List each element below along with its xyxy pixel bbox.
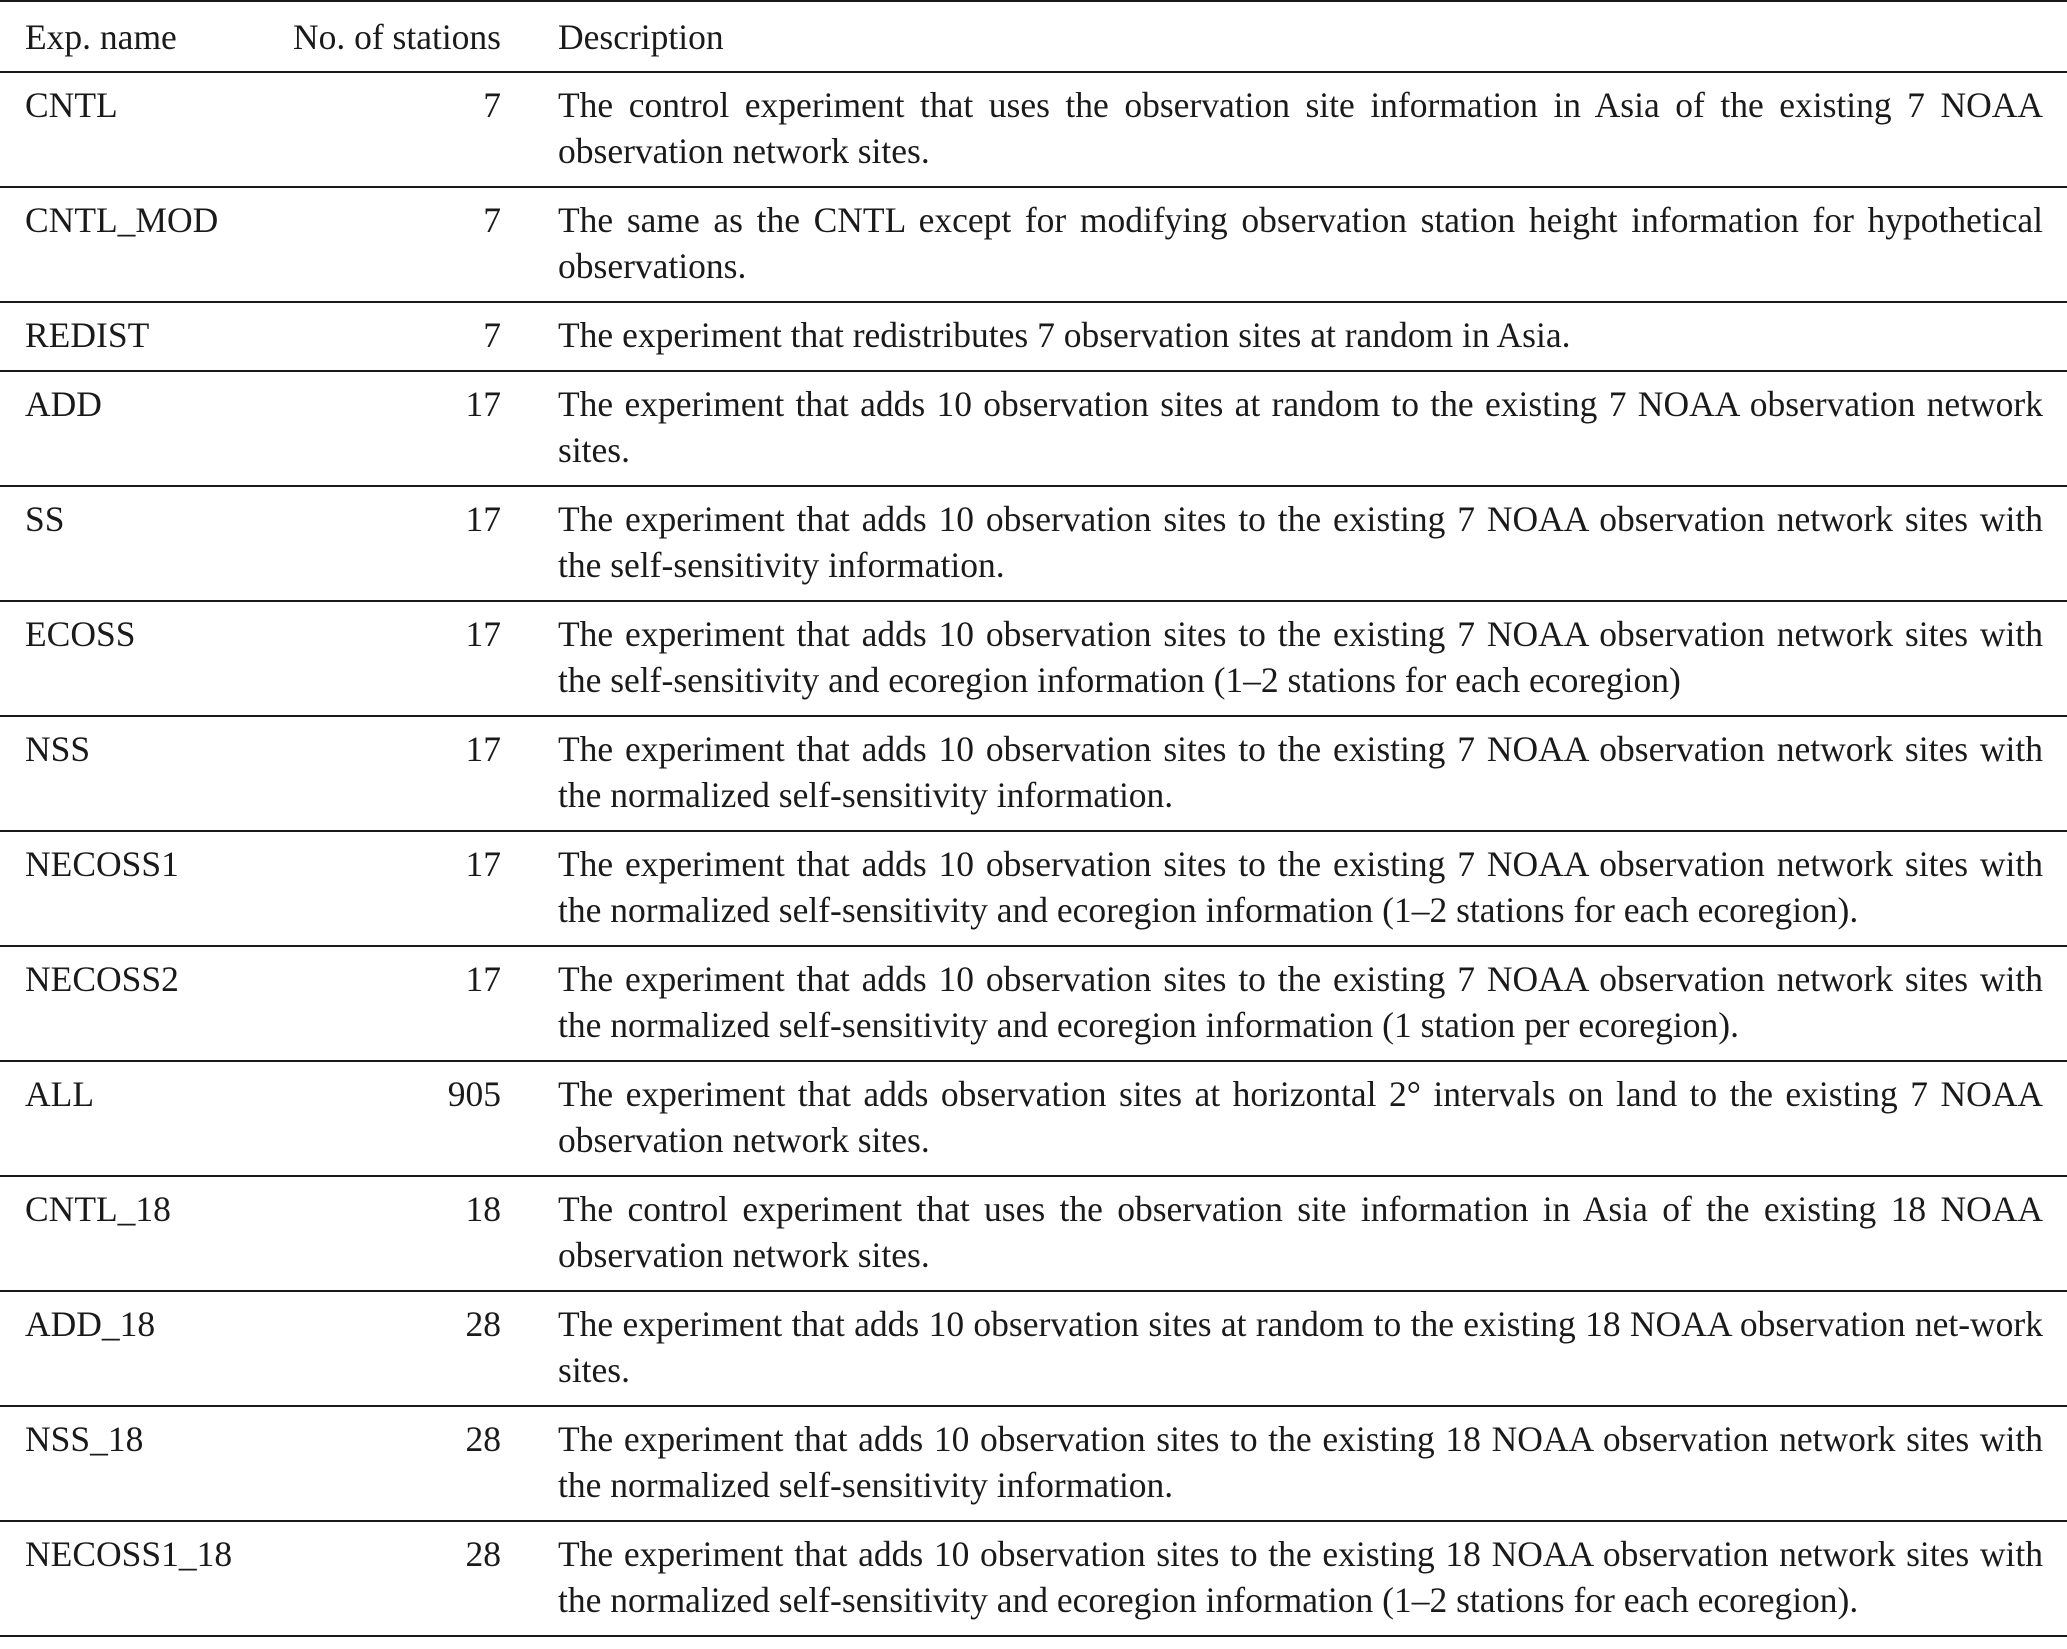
cell-description: The experiment that adds 10 observation sites to the existing 18 NOAA observation network sites with the normalized self-sensitivity information.	[558, 1419, 2043, 1505]
cell-exp-name: ADD	[25, 384, 102, 424]
table-header	[0, 1, 2067, 72]
cell-exp-name: NECOSS1_18	[25, 1534, 233, 1574]
table-row	[0, 831, 2067, 946]
table-row	[0, 1521, 2067, 1636]
cell-description: The experiment that adds 10 observation sites to the existing 7 NOAA observation network sites with the normalized self-sensitivity information.	[558, 729, 2043, 815]
header-no-of-stations: No. of stations	[292, 16, 501, 57]
table-row	[0, 486, 2067, 601]
cell-description: The experiment that adds 10 observation sites to the existing 7 NOAA observation network sites with the self-sensitivity information.	[558, 499, 2043, 585]
cell-stations: 28	[465, 1419, 501, 1459]
cell-exp-name: CNTL_MOD	[25, 200, 219, 240]
cell-stations: 7	[483, 315, 501, 355]
cell-exp-name: ECOSS	[25, 614, 136, 654]
cell-exp-name: REDIST	[25, 315, 150, 355]
table-row	[0, 601, 2067, 716]
cell-description: The experiment that adds 10 observation sites at random to the existing 7 NOAA observation network sites.	[558, 384, 2043, 470]
table-body	[0, 72, 2067, 1636]
cell-description: The experiment that adds 10 observation sites to the existing 18 NOAA observation network sites with the normalized self-sensitivity and ecoregion information (1–2 stations for each ecoregion).	[558, 1534, 2043, 1620]
cell-description: The experiment that adds 10 observation sites to the existing 7 NOAA observation network sites with the self-sensitivity and ecoregion information (1–2 stations for each ecoregion)	[558, 614, 2043, 700]
table-row	[0, 1061, 2067, 1176]
header-exp-name: Exp. name	[25, 16, 177, 57]
cell-description: The experiment that adds observation sites at horizontal 2° intervals on land to the existing 7 NOAA observation network sites.	[558, 1074, 2043, 1160]
cell-description: The control experiment that uses the observation site information in Asia of the existing 7 NOAA observation network sites.	[558, 85, 2043, 171]
cell-description: The experiment that adds 10 observation sites at random to the existing 18 NOAA observation net-work sites.	[558, 1304, 2043, 1390]
cell-exp-name: CNTL_18	[25, 1189, 171, 1229]
table-row	[0, 371, 2067, 486]
cell-description: The experiment that adds 10 observation sites to the existing 7 NOAA observation network sites with the normalized self-sensitivity and ecoregion information (1 station per ecoregion).	[558, 959, 2043, 1045]
cell-stations: 17	[465, 614, 501, 654]
cell-stations: 905	[447, 1074, 501, 1114]
cell-description: The experiment that redistributes 7 observation sites at random in Asia.	[558, 315, 1571, 355]
cell-exp-name: SS	[25, 499, 65, 539]
header-row	[0, 1, 2067, 72]
table-row	[0, 1406, 2067, 1521]
header-description: Description	[558, 16, 724, 57]
cell-stations: 17	[465, 384, 501, 424]
cell-exp-name: NSS_18	[25, 1419, 144, 1459]
table-row	[0, 1291, 2067, 1406]
cell-exp-name: CNTL	[25, 85, 118, 125]
cell-description: The same as the CNTL except for modifying observation station height information for hypothetical observations.	[558, 200, 2043, 286]
cell-stations: 7	[483, 200, 501, 240]
cell-stations: 17	[465, 499, 501, 539]
table-row	[0, 1176, 2067, 1291]
cell-exp-name: ALL	[25, 1074, 95, 1114]
cell-description: The experiment that adds 10 observation sites to the existing 7 NOAA observation network sites with the normalized self-sensitivity and ecoregion information (1–2 stations for each ecoregion).	[558, 844, 2043, 930]
table-row	[0, 72, 2067, 187]
table-row	[0, 716, 2067, 831]
cell-exp-name: ADD_18	[25, 1304, 156, 1344]
cell-stations: 28	[465, 1534, 501, 1574]
cell-exp-name: NECOSS1	[25, 844, 179, 884]
cell-stations: 17	[465, 959, 501, 999]
cell-stations: 18	[465, 1189, 501, 1229]
cell-description: The control experiment that uses the observation site information in Asia of the existing 18 NOAA observation network sites.	[558, 1189, 2043, 1275]
table-row	[0, 302, 2067, 371]
table-row	[0, 187, 2067, 302]
table-row	[0, 946, 2067, 1061]
cell-exp-name: NSS	[25, 729, 91, 769]
cell-stations: 17	[465, 729, 501, 769]
cell-stations: 28	[465, 1304, 501, 1344]
cell-stations: 17	[465, 844, 501, 884]
cell-exp-name: NECOSS2	[25, 959, 179, 999]
cell-stations: 7	[483, 85, 501, 125]
